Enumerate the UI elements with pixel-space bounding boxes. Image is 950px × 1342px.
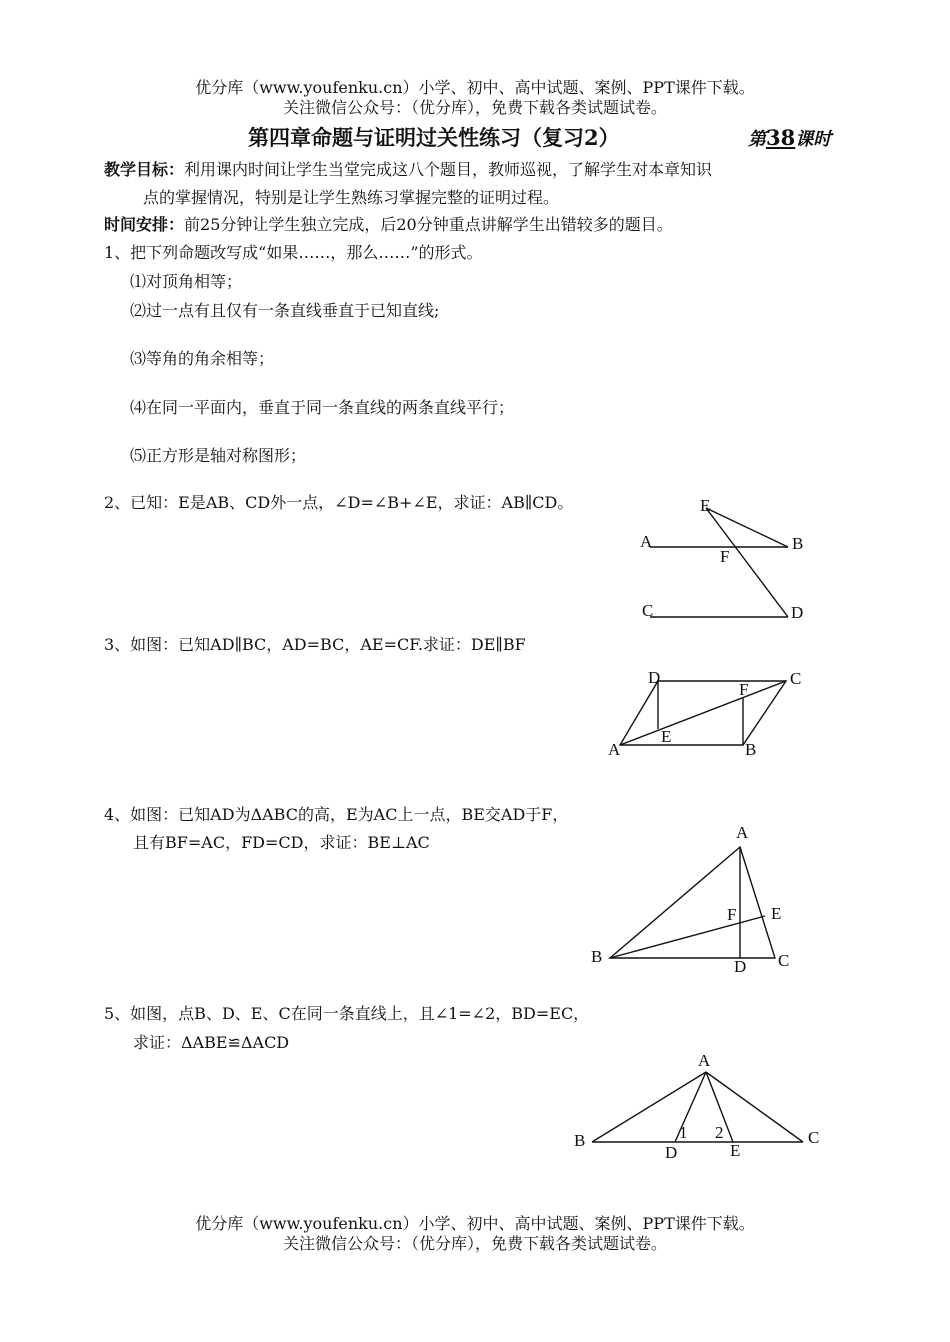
- goal-text-1: 利用课内时间让学生当堂完成这八个题目，教师巡视，了解学生对本章知识: [184, 160, 713, 179]
- q5-label-e: E: [730, 1141, 741, 1160]
- q1-item-5: ⑸正方形是轴对称图形；: [130, 446, 307, 465]
- q5-label-d: D: [665, 1143, 678, 1162]
- q3-label-e: E: [661, 727, 672, 746]
- q3-stem: 3、如图：已知AD∥BC，AD=BC，AE=CF.求证：DE∥BF: [104, 635, 526, 654]
- q3-label-f: F: [739, 680, 749, 699]
- q2-label-e: E: [700, 496, 711, 515]
- footer-line-2: 关注微信公众号：（优分库），免费下载各类试题试卷。: [282, 1234, 667, 1253]
- q4-label-d: D: [734, 957, 747, 976]
- q1-item-2: ⑵过一点有且仅有一条直线垂直于已知直线;: [130, 301, 440, 320]
- q5-figure: [570, 1046, 830, 1166]
- q4-figure: [585, 820, 800, 980]
- teaching-goal: [104, 160, 712, 180]
- schedule-label: 时间安排：: [104, 215, 185, 234]
- lesson-num: 38: [766, 125, 796, 150]
- q2-label-d: D: [791, 603, 804, 622]
- q1-item-4: ⑷在同一平面内，垂直于同一条直线的两条直线平行；: [130, 398, 515, 417]
- q5-label-b: B: [574, 1131, 586, 1150]
- q2-line-ed: [706, 508, 788, 617]
- q2-label-a: A: [640, 532, 653, 551]
- q1-item-3: ⑶等角的角余相等；: [130, 349, 275, 368]
- q5-line-ab: [592, 1072, 706, 1142]
- q5-label-2: 2: [715, 1123, 724, 1142]
- lesson-prefix: 第: [748, 129, 766, 150]
- header-line-2: 关注微信公众号：（优分库），免费下载各类试题试卷。: [282, 98, 667, 117]
- page-title: 第四章命题与证明过关性练习（复习2）: [248, 125, 620, 150]
- q4-label-f: F: [727, 905, 737, 924]
- q5-label-c: C: [808, 1128, 820, 1147]
- q3-diagonal-ac: [620, 681, 786, 745]
- q4-line-be: [610, 916, 765, 958]
- q4-stem-2: 且有BF=AC，FD=CD，求证：BE⊥AC: [133, 833, 430, 852]
- goal-label: 教学目标：: [104, 160, 185, 179]
- schedule-text: 前25分钟让学生独立完成，后20分钟重点讲解学生出错较多的题目。: [184, 215, 673, 234]
- q4-label-b: B: [591, 947, 603, 966]
- header-line-1: 优分库（www.youfenku.cn）小学、初中、高中试题、案例、PPT课件下载。: [195, 78, 755, 97]
- q3-label-c: C: [790, 669, 802, 688]
- q2-label-b: B: [792, 534, 804, 553]
- q2-stem: 2、已知：E是AB、CD外一点，∠D=∠B+∠E，求证：AB∥CD。: [104, 493, 574, 512]
- q1-item-1: ⑴对顶角相等；: [130, 272, 243, 291]
- q5-label-1: 1: [679, 1123, 688, 1142]
- q3-figure: [600, 662, 810, 762]
- q4-stem-1: 4、如图：已知AD为ΔABC的高，E为AC上一点，BE交AD于F，: [104, 805, 569, 824]
- q4-label-e: E: [771, 904, 782, 923]
- q5-label-a: A: [698, 1051, 711, 1070]
- time-schedule: [104, 215, 673, 235]
- q5-stem-2: 求证：ΔABE≌ΔACD: [133, 1033, 290, 1052]
- q3-label-d: D: [648, 668, 661, 687]
- goal-text-2: 点的掌握情况，特别是让学生熟练习掌握完整的证明过程。: [143, 188, 560, 207]
- lesson-number: [748, 125, 832, 150]
- q2-line-eb: [706, 508, 788, 547]
- q4-label-c: C: [778, 951, 790, 970]
- lesson-suffix: 课时: [795, 129, 832, 150]
- q3-label-a: A: [608, 740, 621, 759]
- footer-line-1: 优分库（www.youfenku.cn）小学、初中、高中试题、案例、PPT课件下载。: [195, 1214, 755, 1233]
- q2-label-c: C: [642, 601, 654, 620]
- q1-stem: 1、把下列命题改写成“如果……，那么……”的形式。: [104, 243, 483, 262]
- q3-label-b: B: [745, 740, 757, 759]
- q5-stem-1: 5、如图，点B、D、E、C在同一条直线上，且∠1=∠2，BD=EC，: [104, 1004, 590, 1023]
- q2-figure: [630, 492, 820, 627]
- q4-label-a: A: [736, 823, 749, 842]
- q2-label-f: F: [720, 547, 730, 566]
- q4-triangle-abc: [610, 847, 775, 958]
